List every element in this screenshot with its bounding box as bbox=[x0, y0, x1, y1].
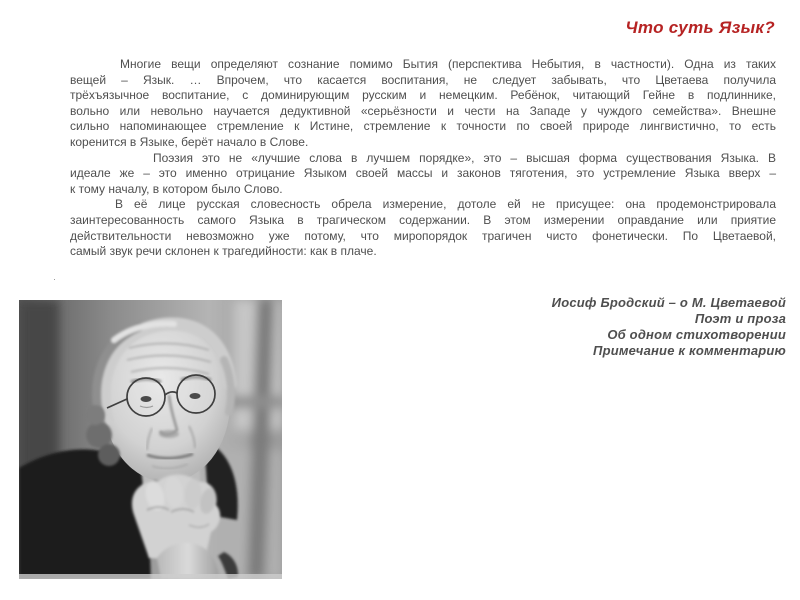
brodsky-photo bbox=[19, 300, 282, 579]
stray-mark: · bbox=[53, 274, 56, 284]
attribution-line: Поэт и проза bbox=[694, 311, 786, 326]
body-paragraph-1-line: вольно или невольно научается дедуктивной «серьёзности и чести на Западе у чуждого семейства». Внешне bbox=[70, 103, 776, 118]
attribution bbox=[552, 295, 786, 359]
body-paragraph-2-line: идеале же – это именно отрицание Языком своей массы и законов тяготения, это устремление Языка вверх – bbox=[70, 166, 776, 181]
body-paragraph-2-line: Поэзия это не «лучшие слова в лучшем порядке», это – высшая форма существования Языка. В bbox=[153, 150, 776, 165]
body-paragraph-2-line: к тому началу, в котором было Слово. bbox=[70, 181, 283, 196]
brodsky-portrait-illustration bbox=[19, 300, 282, 579]
body-paragraph-3-line: действительности невозможно уже потому, что миропорядок трагичен чисто фонетически. По Цветаевой, bbox=[70, 228, 776, 243]
body-paragraph-1-line: коренится в Языке, берёт начало в Слове. bbox=[70, 134, 309, 149]
body-paragraph-1-line: Многие вещи определяют сознание помимо Бытия (перспектива Небытия, в частности). Одна из таких bbox=[120, 57, 776, 71]
body-paragraph-1-line: сильно напоминающее стремление к Истине, стремление к точности по своей природе лингвистично, то есть bbox=[70, 119, 776, 134]
body-paragraph-3-line: В её лице русская словесность обрела измерение, дотоле ей не присущее: она продемонстрировала bbox=[115, 197, 776, 212]
body-paragraph-1-line: трёхъязычное воспитание, с доминирующим русским и немецким. Ребёнок, читающий Гейне в подлиннике, bbox=[70, 88, 776, 103]
body-paragraph-1-line: вещей – Язык. … Впрочем, что касается воспитания, не следует забывать, что Цветаева получила bbox=[70, 72, 776, 87]
attribution-line: Примечание к комментарию bbox=[593, 343, 786, 358]
attribution-line: Иосиф Бродский – о М. Цветаевой bbox=[551, 295, 786, 310]
slide-title: Что суть Язык? bbox=[625, 18, 775, 37]
body-paragraph-3-line: заинтересованность самого Языка в трагическом содержании. В этом измерении оправдание или приятие bbox=[70, 212, 776, 227]
body-text bbox=[70, 57, 776, 260]
body-paragraph-3-line: самый звук речи склонен к трагедийности: как в плаче. bbox=[70, 244, 377, 259]
attribution-line: Об одном стихотворении bbox=[607, 327, 786, 342]
